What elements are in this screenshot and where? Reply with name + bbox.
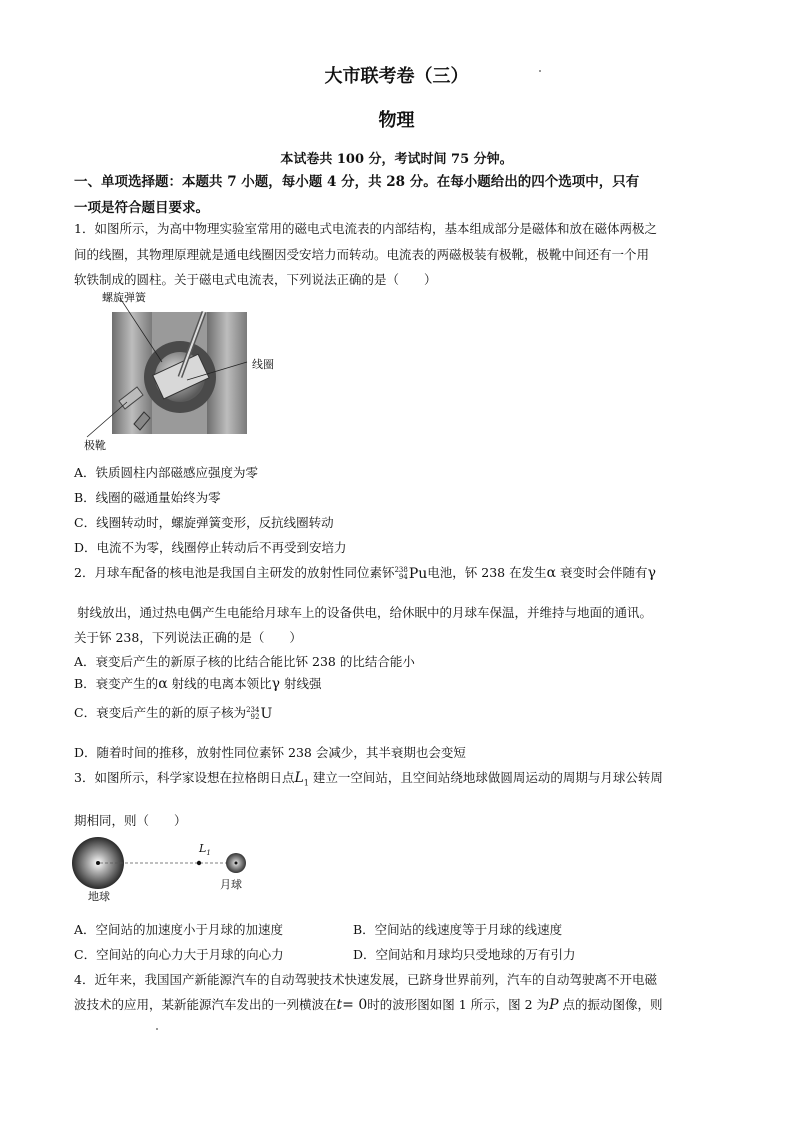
gamma-symbol: γ xyxy=(647,565,656,581)
u-charge-number: 92 xyxy=(250,713,260,721)
subject-title: 物理 xyxy=(378,110,415,131)
q1-line1: 1．如图所示，为高中物理实验室常用的磁电式电流表的内部结构，基本组成部分是磁体和放在磁体两极之 xyxy=(74,221,657,236)
label-pole-shoe: 极靴 xyxy=(84,439,106,452)
q2-option-b-alpha: α xyxy=(158,676,168,692)
galvanometer-figure xyxy=(82,292,292,454)
label-l-sub: 1 xyxy=(206,849,211,858)
q2-line1-part-a: 2．月球车配备的核电池是我国自主研发的放射性同位素钚 xyxy=(74,565,395,580)
q1-option-d: D．电流不为零，线圈停止转动后不再受到安培力 xyxy=(74,540,347,555)
label-coil: 线圈 xyxy=(252,358,274,371)
u-nuclide xyxy=(246,706,272,722)
q4-line1: 4．近年来，我国国产新能源汽车的自动驾驶技术快速发展，已跻身世界前列，汽车的自动驾驶离不开电磁 xyxy=(74,972,657,987)
pu-charge-number: 94 xyxy=(398,573,408,581)
q2-line3: 关于钚 238，下列说法正确的是（ ） xyxy=(74,630,302,645)
q2-option-b-part-c: 射线强 xyxy=(284,676,322,691)
q3-option-c: C．空间站的向心力大于月球的向心力 xyxy=(74,947,284,962)
section-heading-line1: 一、单项选择题：本题共 7 小题，每小题 4 分，共 28 分。在每小题给出的四个选项中，只有 xyxy=(74,174,640,190)
q3-line1-part-b: 建立一空间站，且空间站绕地球做圆周运动的周期与月球公转周 xyxy=(312,770,663,785)
moon-center xyxy=(235,862,238,865)
q4-line2 xyxy=(74,995,662,1013)
earth-center xyxy=(96,861,100,865)
q3-option-b: B．空间站的线速度等于月球的线速度 xyxy=(353,922,563,937)
q2-line1 xyxy=(74,563,656,582)
q4-line2-part-a: 波技术的应用，某新能源汽车发出的一列横波在 xyxy=(74,997,337,1012)
q2-option-c-part-a: C．衰变后产生的新的原子核为 xyxy=(74,705,247,720)
q1-line2: 间的线圈，其物理原理就是通电线圈因受安培力而转动。电流表的两磁极装有极靴，极靴中间还有一个用 xyxy=(74,247,650,262)
q2-line1-part-b: 电池，钚 238 在发生 xyxy=(427,565,547,580)
galvanometer-diagram xyxy=(82,292,292,454)
label-l1 xyxy=(199,842,211,857)
p-variable: P xyxy=(549,997,559,1013)
q2-option-b xyxy=(74,674,322,692)
q1-option-a: A．铁质圆柱内部磁感应强度为零 xyxy=(74,465,259,480)
q2-option-a: A．衰变后产生的新原子核的比结合能比钚 238 的比结合能小 xyxy=(74,654,415,669)
q2-line1-part-c: 衰变时会伴随有 xyxy=(560,565,648,580)
page-title: 大市联考卷（三） xyxy=(324,66,469,87)
q2-line2: 射线放出，通过热电偶产生电能给月球车上的设备供电，给休眠中的月球车保温，并维持与地面的通讯。 xyxy=(77,605,653,620)
pu-mass-number: 238 xyxy=(394,566,408,574)
u-symbol: U xyxy=(260,705,273,722)
exam-info: 本试卷共 100 分，考试时间 75 分钟。 xyxy=(280,152,513,167)
q4-line2-part-b: 时的波形图如图 1 所示，图 2 为 xyxy=(367,997,550,1012)
label-l: L xyxy=(199,842,207,855)
q4-line2-part-c: 点的振动图像，则 xyxy=(562,997,663,1012)
t-equals-zero: = 0 xyxy=(342,997,368,1013)
pu-nuclide xyxy=(394,566,427,582)
q3-line1-part-a: 3．如图所示，科学家设想在拉格朗日点 xyxy=(74,770,295,785)
q1-option-b: B．线圈的磁通量始终为零 xyxy=(74,490,221,505)
q3-option-a: A．空间站的加速度小于月球的加速度 xyxy=(74,922,284,937)
q2-option-d: D．随着时间的推移，放射性同位素钚 238 会减少，其半衰期也会变短 xyxy=(74,745,466,760)
label-earth: 地球 xyxy=(88,890,110,903)
section-heading xyxy=(74,169,729,221)
pu-symbol: Pu xyxy=(408,565,428,582)
label-spring: 螺旋弹簧 xyxy=(102,291,146,304)
q2-option-b-part-a: B．衰变产生的 xyxy=(74,676,159,691)
label-moon: 月球 xyxy=(220,878,242,891)
q2-option-b-part-b: 射线的电离本领比 xyxy=(171,676,272,691)
t-variable: t xyxy=(336,997,343,1013)
alpha-symbol: α xyxy=(546,565,557,581)
l1-subscript: 1 xyxy=(303,778,309,788)
l1-symbol: L xyxy=(294,770,304,786)
u-mass-number: 234 xyxy=(246,706,260,714)
q2-option-b-gamma: γ xyxy=(271,676,281,692)
q1-line3: 软铁制成的圆柱。关于磁电式电流表，下列说法正确的是（ ） xyxy=(74,272,437,287)
q3-line2: 期相同，则（ ） xyxy=(74,813,187,828)
q3-line1 xyxy=(74,768,663,788)
scan-dot-bottom xyxy=(156,1028,158,1030)
q2-option-c xyxy=(74,703,272,722)
l1-point xyxy=(197,861,201,865)
section-heading-line2: 一项是符合题目要求。 xyxy=(74,200,209,216)
q3-option-d: D．空间站和月球均只受地球的万有引力 xyxy=(353,947,576,962)
earth-moon-figure xyxy=(70,836,260,906)
q1-option-c: C．线圈转动时，螺旋弹簧变形，反抗线圈转动 xyxy=(74,515,334,530)
